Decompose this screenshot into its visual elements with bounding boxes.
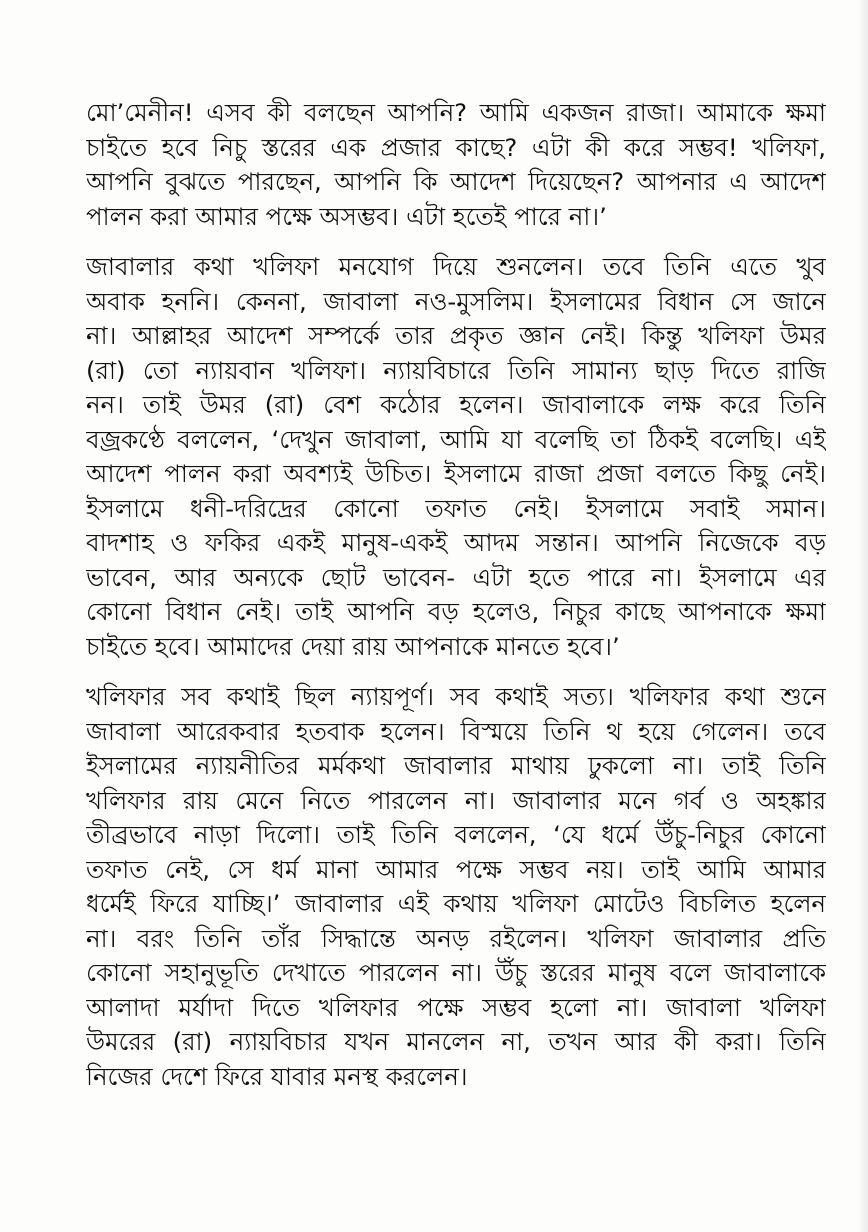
text-line: কোনো বিধান নেই। তাই আপনি বড় হলেও, নিচুর কাছে আপনাকে ক্ষমা xyxy=(86,597,826,626)
text-line: চাইতে হবে। আমাদের দেয়া রায় আপনাকে মানতে হবে।’ xyxy=(86,631,620,661)
text-line: ইসলামের ন্যায়নীতির মর্মকথা জাবালার মাথায় ঢুকলো না। তাই তিনি xyxy=(86,751,826,780)
paragraph-1 xyxy=(86,96,826,234)
text-line: তফাত নেই, সে ধর্ম মানা আমার পক্ষে সম্ভব নয়। তাই আমি আমার xyxy=(86,854,826,884)
text-line: না। আল্লাহর আদেশ সম্পর্কে তার প্রকৃত জ্ঞান নেই। কিন্তু খলিফা উমর xyxy=(86,321,826,350)
paragraph-3 xyxy=(86,680,826,1094)
text-line: অবাক হননি। কেননা, জাবালা নও-মুসলিম। ইসলামের বিধান সে জানে xyxy=(86,286,826,316)
text-line: খলিফার রায় মেনে নিতে পারলেন না। জাবালার মনে গর্ব ও অহঙ্কার xyxy=(86,785,826,815)
text-line: খলিফার সব কথাই ছিল ন্যায়পূর্ণ। সব কথাই সত্য। খলিফার কথা শুনে xyxy=(86,682,826,711)
text-line: জাবালা আরেকবার হতবাক হলেন। বিস্ময়ে তিনি থ হয়ে গেলেন। তবে xyxy=(86,716,826,746)
page-edge-shadow xyxy=(858,0,868,1232)
text-line: ধর্মেই ফিরে যাচ্ছি।’ জাবালার এই কথায় খলিফা মোটেও বিচলিত হলেন xyxy=(86,889,826,918)
text-line: (রা) তো ন্যায়বান খলিফা। ন্যায়বিচারে তিনি সামান্য ছাড় দিতে রাজি xyxy=(86,355,826,385)
text-line: আলাদা মর্যাদা দিতে খলিফার পক্ষে সম্ভব হলো না। জাবালা খলিফা xyxy=(86,992,826,1022)
text-line: নিজের দেশে ফিরে যাবার মনস্থ করলেন। xyxy=(86,1061,468,1091)
text-line: আপনি বুঝতে পারছেন, আপনি কি আদেশ দিয়েছেন? আপনার এ আদেশ xyxy=(86,167,826,196)
text-line: চাইতে হবে নিচু স্তরের এক প্রজার কাছে? এটা কী করে সম্ভব! খলিফা, xyxy=(86,132,826,162)
text-line: পালন করা আমার পক্ষে অসম্ভব। এটা হতেই পারে না।’ xyxy=(86,201,607,231)
text-line: উমরের (রা) ন্যায়বিচার যখন মানলেন না, তখন আর কী করা। তিনি xyxy=(86,1027,826,1056)
text-line: বাদশাহ ও ফকির একই মানুষ-একই আদম সন্তান। আপনি নিজেকে বড় xyxy=(86,528,826,557)
text-line: তীব্রভাবে নাড়া দিলো। তাই তিনি বললেন, ‘যে ধর্মে উঁচু-নিচুর কোনো xyxy=(86,820,826,849)
text-line: নন। তাই উমর (রা) বেশ কঠোর হলেন। জাবালাকে লক্ষ করে তিনি xyxy=(86,390,826,419)
text-line: ইসলামে ধনী-দরিদ্রের কোনো তফাত নেই। ইসলামে সবাই সমান। xyxy=(86,493,826,523)
text-line: কোনো সহানুভূতি দেখাতে পারলেন না। উঁচু স্তরের মানুষ বলে জাবালাকে xyxy=(86,958,826,987)
text-line: না। বরং তিনি তাঁর সিদ্ধান্তে অনড় রইলেন। খলিফা জাবালার প্রতি xyxy=(86,923,826,953)
paragraph-2 xyxy=(86,250,826,664)
text-line: মো’মেনীন! এসব কী বলছেন আপনি? আমি একজন রাজা। আমাকে ক্ষমা xyxy=(86,98,826,127)
text-line: ভাবেন, আর অন্যকে ছোট ভাবেন- এটা হতে পারে না। ইসলামে এর xyxy=(86,562,826,592)
text-line: আদেশ পালন করা অবশ্যই উচিত। ইসলামে রাজা প্রজা বলতে কিছু নেই। xyxy=(86,459,826,488)
text-line: জাবালার কথা খলিফা মনযোগ দিয়ে শুনলেন। তবে তিনি এতে খুব xyxy=(86,252,826,281)
text-line: বজ্রকণ্ঠে বললেন, ‘দেখুন জাবালা, আমি যা বলেছি তা ঠিকই বলেছি। এই xyxy=(86,424,826,454)
